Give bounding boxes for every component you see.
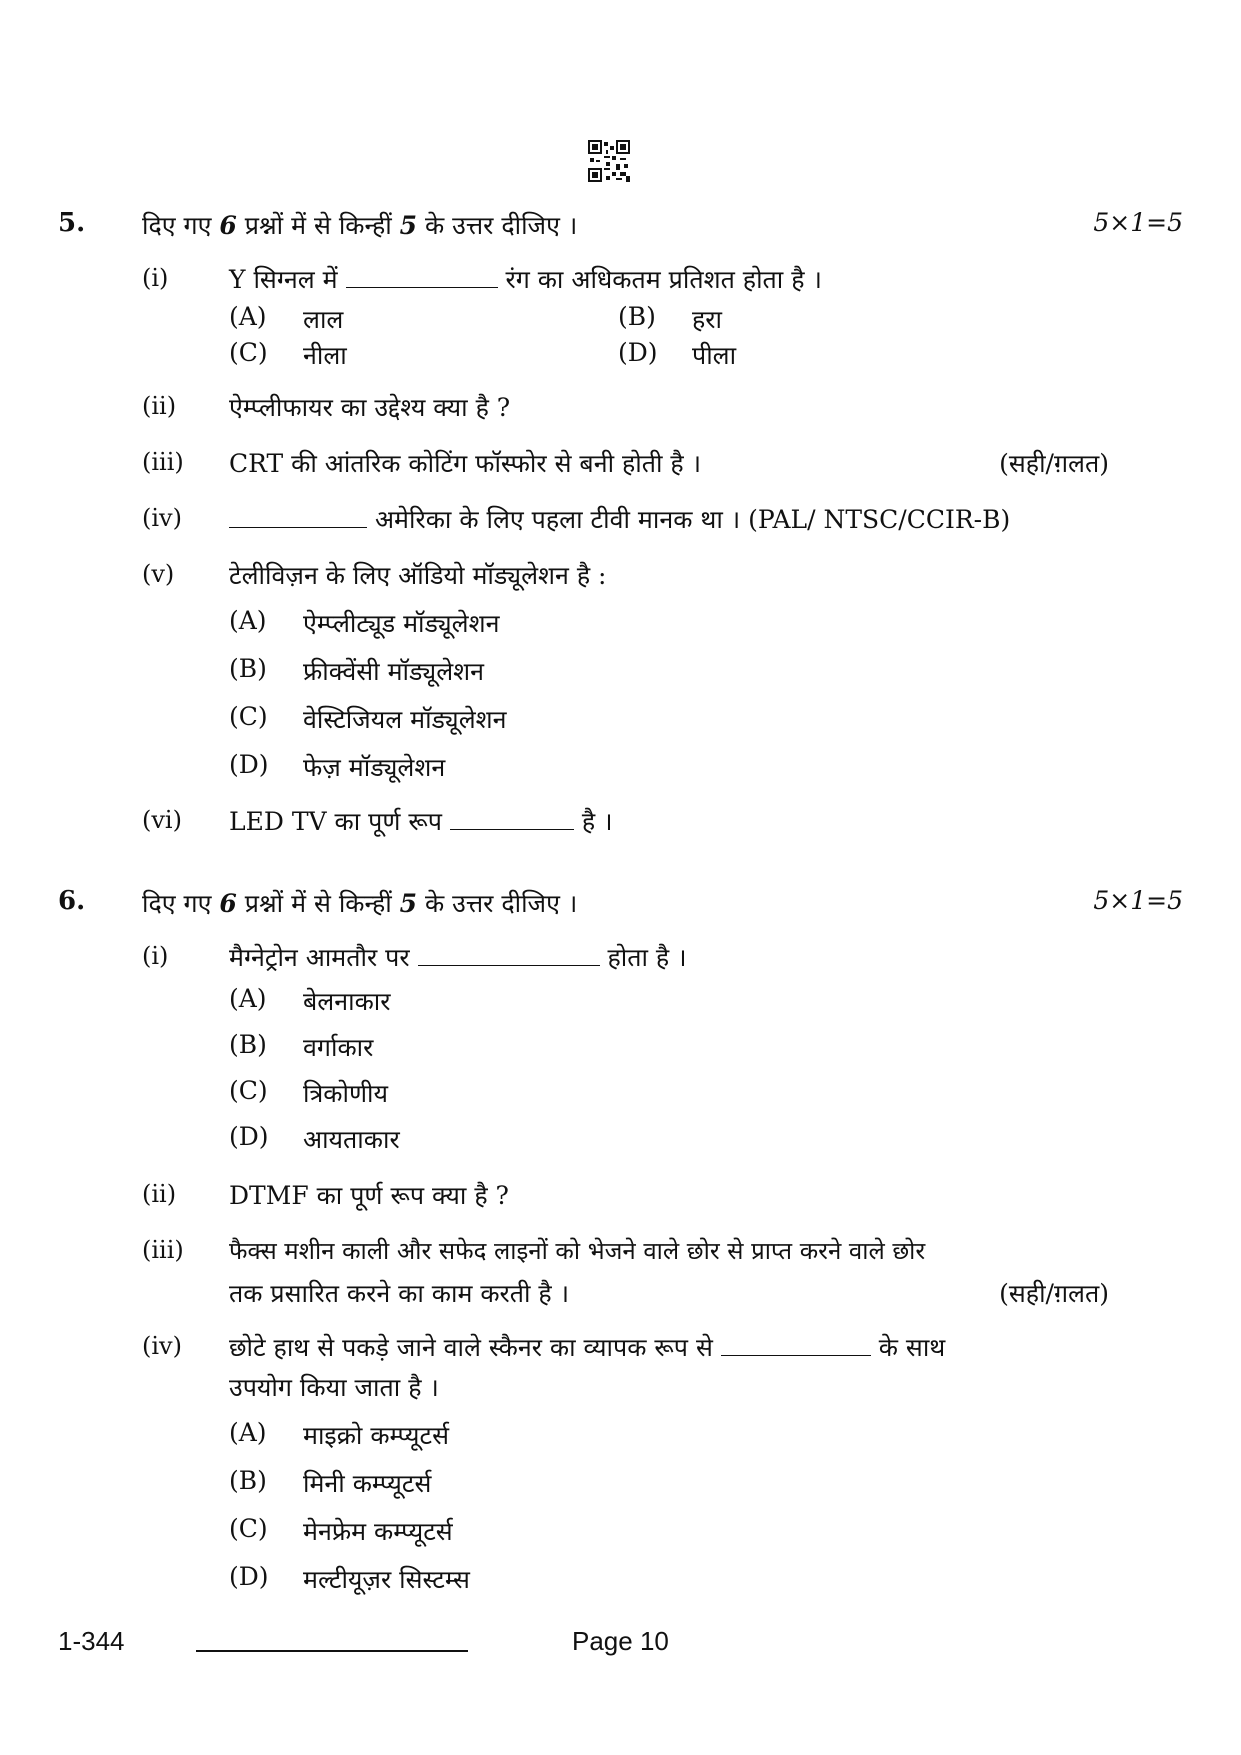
q5-vi-label: (vi) xyxy=(142,806,182,834)
q6-iv-option-d-text: मल्टीयूज़र सिस्टम्स xyxy=(303,1565,470,1594)
q6-iv-line1: छोटे हाथ से पकड़े जाने वाले स्कैनर का व्यापक रूप से के साथ xyxy=(229,1333,946,1362)
q5-iii-label: (iii) xyxy=(142,448,184,476)
q6-i-option-a-text: बेलनाकार xyxy=(303,987,391,1016)
q6-i-option-c-label: (C) xyxy=(229,1076,268,1105)
question-5-instruction: दिए गए 6 प्रश्नों में से किन्हीं 5 के उत्तर दीजिए । xyxy=(142,211,578,240)
answer-blank xyxy=(229,507,367,528)
q6-iii-label: (iii) xyxy=(142,1236,184,1264)
q5-v-option-d-text: फेज़ मॉड्यूलेशन xyxy=(303,753,446,782)
q6-iii-line1: फैक्स मशीन काली और सफेद लाइनों को भेजने वाले छोर से प्राप्त करने वाले छोर xyxy=(229,1237,926,1265)
answer-blank xyxy=(721,1335,871,1356)
q5-i-option-a-text: लाल xyxy=(303,305,344,334)
q5-v-option-a-text: ऐम्प्लीट्यूड मॉड्यूलेशन xyxy=(303,609,500,638)
question-6-marks: 5×1=5 xyxy=(1093,886,1183,915)
q6-iv-option-b-label: (B) xyxy=(229,1466,267,1495)
page-number: Page 10 xyxy=(572,1626,669,1656)
q6-iv-line2: उपयोग किया जाता है । xyxy=(229,1373,439,1402)
q6-ii-label: (ii) xyxy=(142,1180,177,1208)
q6-ii-text: DTMF का पूर्ण रूप क्या है ? xyxy=(229,1181,509,1210)
q5-i-option-a-label: (A) xyxy=(229,302,267,331)
q5-i-option-b-text: हरा xyxy=(692,305,722,334)
q5-v-option-b-label: (B) xyxy=(229,654,267,683)
q6-iv-option-b-text: मिनी कम्प्यूटर्स xyxy=(303,1469,432,1498)
q5-v-label: (v) xyxy=(142,560,175,588)
q5-vi-text: LED TV का पूर्ण रूप है । xyxy=(229,807,613,836)
question-5-number: 5. xyxy=(58,208,86,238)
q5-iii-text: CRT की आंतरिक कोटिंग फॉस्फोर से बनी होती है । xyxy=(229,449,702,478)
q6-iv-option-a-text: माइक्रो कम्प्यूटर्स xyxy=(303,1421,450,1450)
question-6-number: 6. xyxy=(58,886,86,916)
qr-code-icon xyxy=(588,140,630,182)
q6-i-text: मैग्नेट्रोन आमतौर पर होता है । xyxy=(229,943,687,972)
q5-ii-text: ऐम्प्लीफायर का उद्देश्य क्या है ? xyxy=(229,393,511,422)
q5-i-option-c-text: नीला xyxy=(303,341,347,370)
q5-v-option-d-label: (D) xyxy=(229,750,269,779)
q5-i-text: Y सिग्नल में रंग का अधिकतम प्रतिशत होता है । xyxy=(229,265,822,294)
q5-i-label: (i) xyxy=(142,264,169,292)
q5-iv-text: अमेरिका के लिए पहला टीवी मानक था । (PAL/ NTSC/CCIR-B) xyxy=(229,502,1010,536)
q5-ii-label: (ii) xyxy=(142,392,177,420)
q6-iv-option-d-label: (D) xyxy=(229,1562,269,1591)
q6-iv-option-c-label: (C) xyxy=(229,1514,268,1543)
q6-i-option-d-text: आयताकार xyxy=(303,1125,400,1154)
q5-i-option-c-label: (C) xyxy=(229,338,268,367)
q6-i-option-b-text: वर्गाकार xyxy=(303,1033,374,1062)
q5-i-option-b-label: (B) xyxy=(618,302,656,331)
q6-i-option-c-text: त्रिकोणीय xyxy=(303,1079,389,1108)
q6-iii-line2: तक प्रसारित करने का काम करती है । xyxy=(229,1279,570,1308)
answer-blank xyxy=(346,267,498,288)
q5-i-option-d-text: पीला xyxy=(692,341,737,370)
answer-blank xyxy=(418,945,600,966)
footer-divider xyxy=(196,1650,468,1652)
answer-blank xyxy=(450,809,574,830)
q6-i-label: (i) xyxy=(142,942,169,970)
q6-i-option-d-label: (D) xyxy=(229,1122,269,1151)
q5-iv-label: (iv) xyxy=(142,504,182,532)
paper-code: 1-344 xyxy=(58,1626,125,1656)
q6-i-option-a-label: (A) xyxy=(229,984,267,1013)
q5-v-option-c-text: वेस्टिजियल मॉड्यूलेशन xyxy=(303,705,507,734)
question-6-instruction: दिए गए 6 प्रश्नों में से किन्हीं 5 के उत्तर दीजिए । xyxy=(142,889,578,918)
q5-v-option-b-text: फ्रीक्वेंसी मॉड्यूलेशन xyxy=(303,657,485,686)
q6-iv-label: (iv) xyxy=(142,1332,182,1360)
q5-v-text: टेलीविज़न के लिए ऑडियो मॉड्यूलेशन है : xyxy=(229,561,607,590)
q6-i-option-b-label: (B) xyxy=(229,1030,267,1059)
question-5-marks: 5×1=5 xyxy=(1093,208,1183,237)
q5-i-option-d-label: (D) xyxy=(618,338,658,367)
q5-v-option-c-label: (C) xyxy=(229,702,268,731)
q5-v-option-a-label: (A) xyxy=(229,606,267,635)
q6-iii-true-false: (सही/ग़लत) xyxy=(999,1279,1109,1308)
q6-iv-option-c-text: मेनफ्रेम कम्प्यूटर्स xyxy=(303,1517,453,1546)
q6-iv-option-a-label: (A) xyxy=(229,1418,267,1447)
q5-iii-true-false: (सही/ग़लत) xyxy=(999,449,1109,478)
